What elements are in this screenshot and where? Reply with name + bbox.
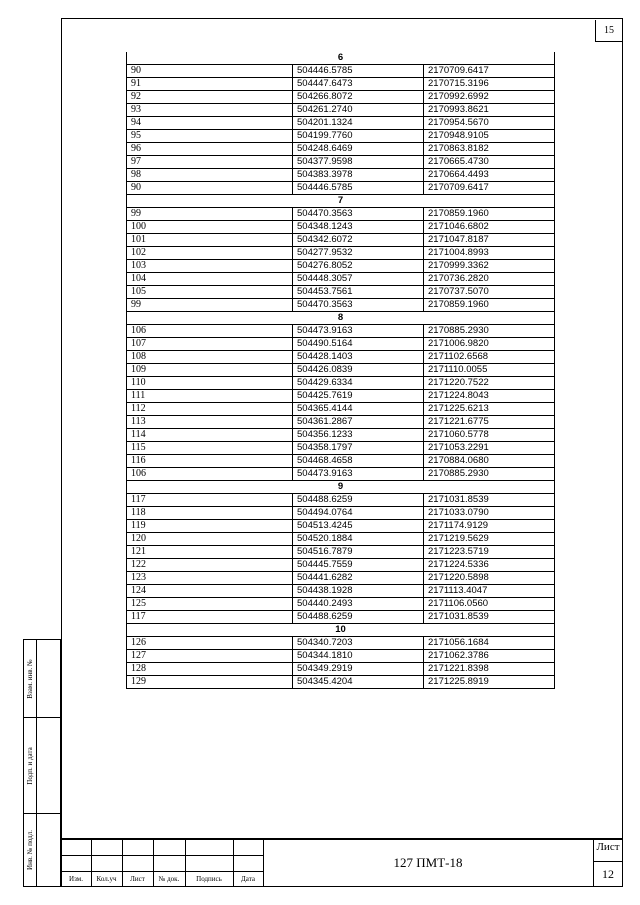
table-row [127, 78, 555, 91]
table-row [127, 442, 555, 455]
coord-x: 504440.2493 [293, 598, 424, 611]
coord-x: 504520.1884 [293, 533, 424, 546]
coord-y: 2171223.5719 [424, 546, 555, 559]
coord-y: 2171060.5778 [424, 429, 555, 442]
point-number: 99 [127, 299, 293, 312]
point-number: 119 [127, 520, 293, 533]
section-title: 8 [127, 312, 555, 325]
coord-x: 504377.9598 [293, 156, 424, 169]
coord-x: 504342.6072 [293, 234, 424, 247]
point-number: 112 [127, 403, 293, 416]
point-number: 91 [127, 78, 293, 91]
coord-y: 2171221.6775 [424, 416, 555, 429]
coord-y: 2170993.8621 [424, 104, 555, 117]
coord-x: 504261.2740 [293, 104, 424, 117]
table-row [127, 260, 555, 273]
point-number: 113 [127, 416, 293, 429]
coord-y: 2170884.0680 [424, 455, 555, 468]
coord-y: 2170737.5070 [424, 286, 555, 299]
point-number: 125 [127, 598, 293, 611]
stamp-col-list: Лист [130, 875, 145, 883]
point-number: 123 [127, 572, 293, 585]
point-number: 108 [127, 351, 293, 364]
coord-x: 504441.6282 [293, 572, 424, 585]
table-row [127, 91, 555, 104]
coord-x: 504488.6259 [293, 611, 424, 624]
table-row [127, 273, 555, 286]
coordinates-table [126, 52, 555, 689]
coord-x: 504340.7203 [293, 637, 424, 650]
point-number: 96 [127, 143, 293, 156]
coord-x: 504199.7760 [293, 130, 424, 143]
point-number: 94 [127, 117, 293, 130]
point-number: 117 [127, 494, 293, 507]
table-row [127, 208, 555, 221]
point-number: 120 [127, 533, 293, 546]
coord-x: 504277.9532 [293, 247, 424, 260]
table-row [127, 559, 555, 572]
coord-y: 2171110.0055 [424, 364, 555, 377]
coord-x: 504448.3057 [293, 273, 424, 286]
coord-x: 504356.1233 [293, 429, 424, 442]
coord-x: 504348.1243 [293, 221, 424, 234]
coord-y: 2171056.1684 [424, 637, 555, 650]
coord-y: 2171046.6802 [424, 221, 555, 234]
point-number: 90 [127, 182, 293, 195]
coord-x: 504473.9163 [293, 325, 424, 338]
coord-x: 504470.3563 [293, 299, 424, 312]
coord-y: 2170715.3196 [424, 78, 555, 91]
point-number: 127 [127, 650, 293, 663]
stamp-col-date: Дата [241, 875, 255, 883]
point-number: 117 [127, 611, 293, 624]
coord-x: 504470.3563 [293, 208, 424, 221]
coord-x: 504453.7561 [293, 286, 424, 299]
table-row [127, 507, 555, 520]
coord-y: 2171220.7522 [424, 377, 555, 390]
coord-y: 2171221.8398 [424, 663, 555, 676]
point-number: 100 [127, 221, 293, 234]
point-number: 106 [127, 468, 293, 481]
point-number: 105 [127, 286, 293, 299]
coord-x: 504446.5785 [293, 65, 424, 78]
point-number: 118 [127, 507, 293, 520]
table-row [127, 611, 555, 624]
coord-y: 2171219.5629 [424, 533, 555, 546]
coord-x: 504349.2919 [293, 663, 424, 676]
coord-x: 504383.3978 [293, 169, 424, 182]
point-number: 92 [127, 91, 293, 104]
table-row [127, 247, 555, 260]
coord-y: 2171224.5336 [424, 559, 555, 572]
point-number: 109 [127, 364, 293, 377]
coord-y: 2171033.0790 [424, 507, 555, 520]
coord-y: 2170954.5670 [424, 117, 555, 130]
title-block [61, 838, 623, 887]
section-title: 7 [127, 195, 555, 208]
coord-x: 504473.9163 [293, 468, 424, 481]
side-label-inv-replace: Взам. инв. № [26, 658, 34, 699]
table-row [127, 533, 555, 546]
table-row [127, 143, 555, 156]
side-box-inv-orig [23, 813, 61, 887]
point-number: 104 [127, 273, 293, 286]
coord-x: 504365.4144 [293, 403, 424, 416]
coord-y: 2170885.2930 [424, 325, 555, 338]
table-row [127, 572, 555, 585]
table-row [127, 663, 555, 676]
document-code: 127 ПМТ-18 [393, 855, 463, 870]
coord-x: 504344.1810 [293, 650, 424, 663]
coord-x: 504428.1403 [293, 351, 424, 364]
section-header [127, 312, 555, 325]
coord-y: 2170859.1960 [424, 299, 555, 312]
table-row [127, 325, 555, 338]
coord-x: 504276.8052 [293, 260, 424, 273]
table-row [127, 585, 555, 598]
side-label-sign-date: Подп. и дата [26, 746, 34, 785]
page-number: 15 [595, 20, 622, 42]
coord-x: 504201.1324 [293, 117, 424, 130]
coord-x: 504438.1928 [293, 585, 424, 598]
section-title: 10 [127, 624, 555, 637]
table-row [127, 156, 555, 169]
coord-x: 504468.4658 [293, 455, 424, 468]
coord-y: 2170863.8182 [424, 143, 555, 156]
coord-y: 2171031.8539 [424, 611, 555, 624]
table-row [127, 494, 555, 507]
section-header [127, 195, 555, 208]
side-box-inv-replace [23, 639, 61, 718]
table-row [127, 364, 555, 377]
coord-y: 2171006.9820 [424, 338, 555, 351]
side-label-inv-orig: Инв. № подл. [26, 830, 34, 870]
point-number: 116 [127, 455, 293, 468]
table-row [127, 234, 555, 247]
section-header [127, 481, 555, 494]
table-row [127, 182, 555, 195]
point-number: 107 [127, 338, 293, 351]
point-number: 115 [127, 442, 293, 455]
coord-x: 504266.8072 [293, 91, 424, 104]
coord-y: 2170736.2820 [424, 273, 555, 286]
coord-x: 504425.7619 [293, 390, 424, 403]
point-number: 97 [127, 156, 293, 169]
sheet-label: Лист [596, 841, 620, 853]
table-row [127, 65, 555, 78]
coord-y: 2171174.9129 [424, 520, 555, 533]
table-row [127, 351, 555, 364]
point-number: 102 [127, 247, 293, 260]
table-row [127, 650, 555, 663]
coord-y: 2171113.4047 [424, 585, 555, 598]
section-title: 6 [127, 52, 555, 65]
coord-x: 504426.0839 [293, 364, 424, 377]
point-number: 111 [127, 390, 293, 403]
coord-y: 2170999.3362 [424, 260, 555, 273]
stamp-col-izm: Изм. [69, 875, 83, 883]
table-row [127, 338, 555, 351]
coord-x: 504446.5785 [293, 182, 424, 195]
coord-y: 2170859.1960 [424, 208, 555, 221]
coord-y: 2171004.8993 [424, 247, 555, 260]
coord-x: 504494.0764 [293, 507, 424, 520]
coord-x: 504429.6334 [293, 377, 424, 390]
table-row [127, 299, 555, 312]
stamp-col-sign: Подпись [196, 875, 222, 883]
coord-x: 504345.4204 [293, 676, 424, 689]
table-row [127, 390, 555, 403]
coord-x: 504248.6469 [293, 143, 424, 156]
coord-x: 504513.4245 [293, 520, 424, 533]
table-row [127, 377, 555, 390]
table-row [127, 637, 555, 650]
coord-y: 2170665.4730 [424, 156, 555, 169]
table-row [127, 520, 555, 533]
coord-y: 2170992.6992 [424, 91, 555, 104]
coord-x: 504358.1797 [293, 442, 424, 455]
section-header [127, 624, 555, 637]
coord-y: 2171031.8539 [424, 494, 555, 507]
table-row [127, 286, 555, 299]
point-number: 95 [127, 130, 293, 143]
section-header [127, 52, 555, 65]
coord-x: 504490.5164 [293, 338, 424, 351]
point-number: 101 [127, 234, 293, 247]
coord-y: 2171062.3786 [424, 650, 555, 663]
point-number: 99 [127, 208, 293, 221]
coord-x: 504516.7879 [293, 546, 424, 559]
table-row [127, 117, 555, 130]
coord-y: 2171220.5898 [424, 572, 555, 585]
table-row [127, 403, 555, 416]
coord-y: 2170664.4493 [424, 169, 555, 182]
coord-y: 2171106.0560 [424, 598, 555, 611]
stamp-col-doc: № док. [158, 875, 180, 883]
point-number: 98 [127, 169, 293, 182]
coord-x: 504447.6473 [293, 78, 424, 91]
point-number: 128 [127, 663, 293, 676]
table-row [127, 169, 555, 182]
coord-x: 504361.2867 [293, 416, 424, 429]
point-number: 114 [127, 429, 293, 442]
point-number: 110 [127, 377, 293, 390]
point-number: 103 [127, 260, 293, 273]
section-title: 9 [127, 481, 555, 494]
coord-x: 504445.7559 [293, 559, 424, 572]
coord-y: 2171224.8043 [424, 390, 555, 403]
sheet-number: 12 [602, 867, 614, 881]
table-row [127, 130, 555, 143]
coord-y: 2170948.9105 [424, 130, 555, 143]
table-row [127, 429, 555, 442]
point-number: 122 [127, 559, 293, 572]
table-row [127, 676, 555, 689]
point-number: 90 [127, 65, 293, 78]
coord-y: 2171047.8187 [424, 234, 555, 247]
coord-y: 2171102.6568 [424, 351, 555, 364]
point-number: 126 [127, 637, 293, 650]
table-row [127, 221, 555, 234]
coord-y: 2171225.8919 [424, 676, 555, 689]
coord-x: 504488.6259 [293, 494, 424, 507]
coord-y: 2170885.2930 [424, 468, 555, 481]
stamp-col-kol: Кол.уч [96, 875, 117, 883]
coord-y: 2170709.6417 [424, 65, 555, 78]
table-row [127, 468, 555, 481]
table-row [127, 104, 555, 117]
point-number: 121 [127, 546, 293, 559]
table-row [127, 546, 555, 559]
point-number: 106 [127, 325, 293, 338]
table-row [127, 416, 555, 429]
point-number: 93 [127, 104, 293, 117]
side-box-sign-date [23, 717, 61, 814]
table-row [127, 455, 555, 468]
point-number: 124 [127, 585, 293, 598]
table-row [127, 598, 555, 611]
coord-y: 2171225.6213 [424, 403, 555, 416]
coord-y: 2170709.6417 [424, 182, 555, 195]
point-number: 129 [127, 676, 293, 689]
coord-y: 2171053.2291 [424, 442, 555, 455]
